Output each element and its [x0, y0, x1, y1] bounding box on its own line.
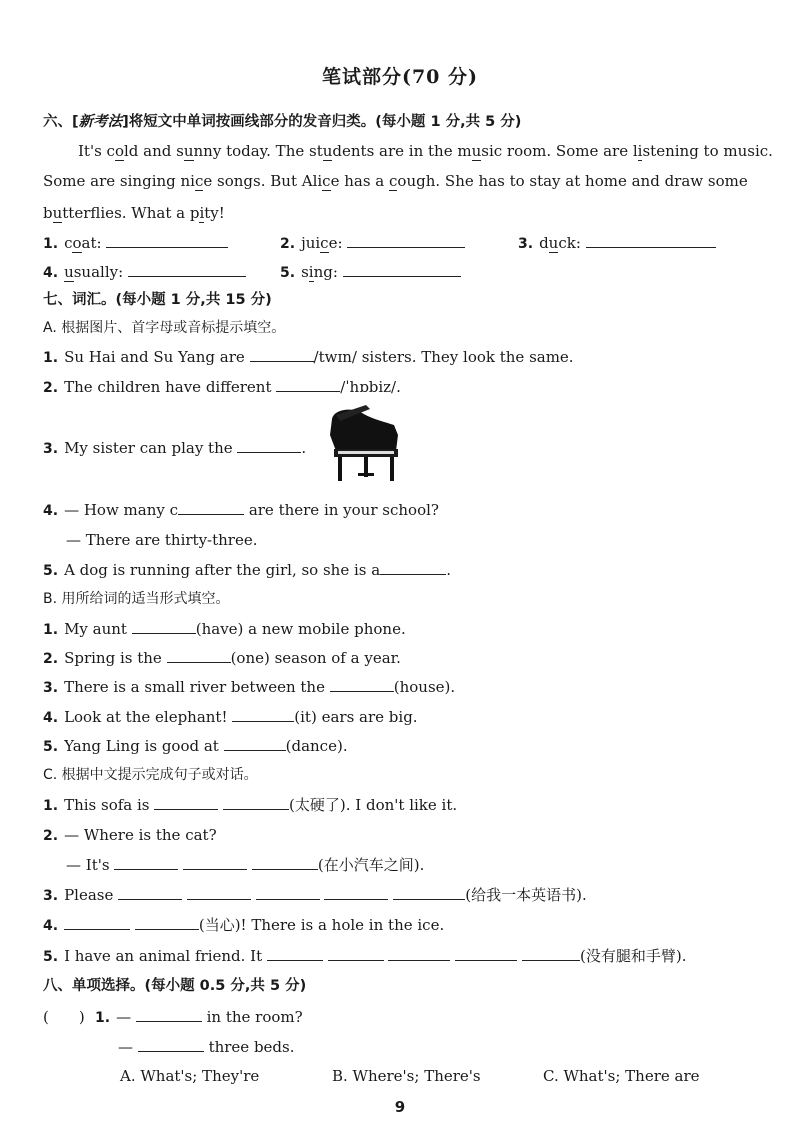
s7c-question-4: 4. (当心)! There is a hole in the ice.: [43, 916, 445, 934]
answer-blank[interactable]: [393, 885, 465, 900]
answer-blank[interactable]: [250, 347, 314, 362]
section-8-heading: 八、单项选择。(每小题 0.5 分,共 5 分): [43, 978, 307, 994]
s8-question-1-line-2: — three beds.: [118, 1038, 295, 1056]
answer-blank[interactable]: [178, 500, 244, 515]
s6-question-1: 1. coat:: [43, 233, 228, 254]
s7b-question-3: 3. There is a small river between the (house).: [43, 678, 456, 696]
piano-picture: [326, 405, 402, 483]
answer-blank[interactable]: [380, 560, 446, 575]
answer-blank[interactable]: [455, 946, 517, 961]
answer-blank[interactable]: [324, 885, 388, 900]
s7a-question-4-answer: — There are thirty-three.: [66, 531, 258, 549]
answer-blank[interactable]: [347, 233, 465, 248]
part-b-heading: B. 用所给词的适当形式填空。: [43, 591, 230, 607]
answer-parenthesis[interactable]: ( ): [43, 1008, 85, 1026]
s7a-question-2: 2. The children have different /ˈhɒbiz/.: [43, 378, 401, 396]
s7b-question-5: 5. Yang Ling is good at (dance).: [43, 737, 348, 755]
s7c-question-2: 2. — Where is the cat?: [43, 826, 217, 844]
section-6-heading: 六、[新考法]将短文中单词按画线部分的发音归类。(每小题 1 分,共 5 分): [43, 114, 522, 130]
passage-line-2: Some are singing nice songs. But Alice has a cough. She has to stay at home and draw some: [43, 172, 748, 190]
answer-blank[interactable]: [276, 377, 340, 392]
answer-blank[interactable]: [388, 946, 450, 961]
answer-blank[interactable]: [343, 262, 461, 277]
answer-blank[interactable]: [154, 795, 218, 810]
page-title: 笔试部分(70 分): [321, 66, 479, 88]
answer-blank[interactable]: [138, 1037, 204, 1052]
s7b-question-4: 4. Look at the elephant! (it) ears are big.: [43, 708, 418, 726]
s6-question-4: 4. usually:: [43, 262, 246, 283]
answer-blank[interactable]: [267, 946, 323, 961]
part-c-heading: C. 根据中文提示完成句子或对话。: [43, 767, 258, 783]
s6-question-3: 3. duck:: [518, 233, 716, 254]
option-b[interactable]: B. Where's; There's: [332, 1067, 481, 1085]
passage-line-1: It's cold and sunny today. The students are in the music room. Some are listening to music.: [78, 142, 773, 160]
answer-blank[interactable]: [128, 262, 246, 277]
answer-blank[interactable]: [187, 885, 251, 900]
passage-line-3: butterflies. What a pity!: [43, 204, 225, 222]
part-a-heading: A. 根据图片、首字母或音标提示填空。: [43, 320, 286, 336]
answer-blank[interactable]: [232, 707, 294, 722]
s7c-question-3: 3. Please (给我一本英语书).: [43, 886, 587, 904]
answer-blank[interactable]: [223, 795, 289, 810]
option-a[interactable]: A. What's; They're: [120, 1067, 260, 1085]
answer-blank[interactable]: [167, 648, 231, 663]
answer-blank[interactable]: [135, 915, 199, 930]
s7a-question-5: 5. A dog is running after the girl, so she is a .: [43, 561, 451, 579]
answer-blank[interactable]: [328, 946, 384, 961]
answer-blank[interactable]: [136, 1007, 202, 1022]
s6-question-2: 2. juice:: [280, 233, 465, 254]
s7a-question-3: 3. My sister can play the .: [43, 439, 307, 457]
option-c[interactable]: C. What's; There are: [543, 1067, 700, 1085]
answer-blank[interactable]: [237, 438, 301, 453]
s7b-question-2: 2. Spring is the (one) season of a year.: [43, 649, 401, 667]
answer-blank[interactable]: [330, 677, 394, 692]
s7c-question-5: 5. I have an animal friend. It (没有腿和手臂).: [43, 947, 687, 965]
answer-blank[interactable]: [132, 619, 196, 634]
answer-blank[interactable]: [114, 855, 178, 870]
s7b-question-1: 1. My aunt (have) a new mobile phone.: [43, 620, 406, 638]
answer-blank[interactable]: [522, 946, 580, 961]
s7a-question-1: 1. Su Hai and Su Yang are /twɪn/ sisters. They look the same.: [43, 348, 574, 366]
answer-blank[interactable]: [586, 233, 716, 248]
answer-blank[interactable]: [256, 885, 320, 900]
answer-blank[interactable]: [64, 915, 130, 930]
answer-blank[interactable]: [118, 885, 182, 900]
s8-question-1: ( ) 1. — in the room?: [43, 1008, 303, 1026]
s6-question-5: 5. sing:: [280, 262, 461, 283]
s7c-question-1: 1. This sofa is (太硬了). I don't like it.: [43, 796, 458, 814]
answer-blank[interactable]: [252, 855, 318, 870]
answer-blank[interactable]: [183, 855, 247, 870]
answer-blank[interactable]: [106, 233, 228, 248]
s7a-question-4: 4. — How many c are there in your school?: [43, 501, 439, 519]
page-number: 9: [394, 1098, 406, 1116]
s7c-question-2-answer: — It's (在小汽车之间).: [66, 856, 425, 874]
answer-blank[interactable]: [224, 736, 286, 751]
section-7-heading: 七、词汇。(每小题 1 分,共 15 分): [43, 292, 272, 308]
